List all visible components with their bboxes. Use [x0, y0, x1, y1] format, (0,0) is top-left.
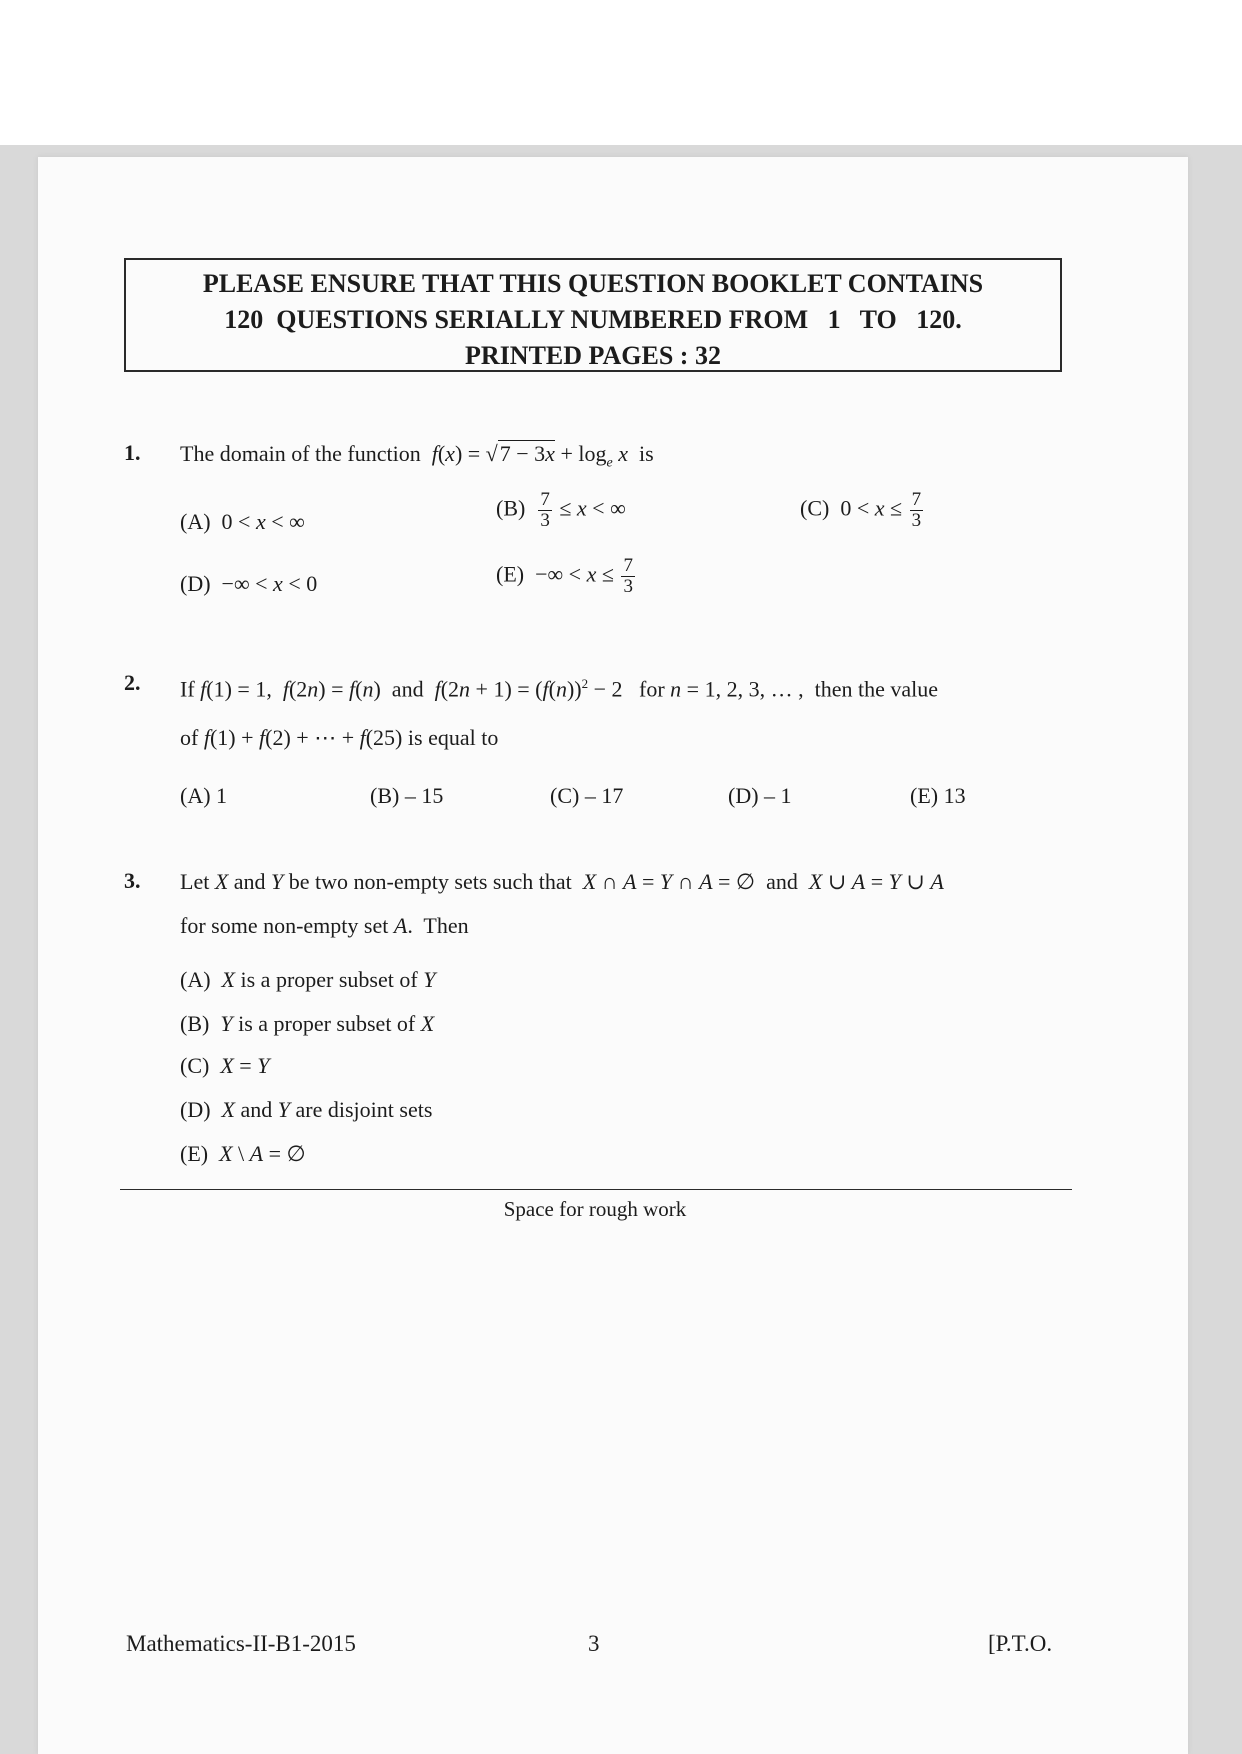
question-2-option-e: (E) 13	[910, 783, 966, 808]
rough-work-label: Space for rough work	[503, 1197, 687, 1221]
question-2-number: 2.	[124, 670, 141, 695]
question-2-option-a: (A) 1	[180, 783, 228, 808]
option-text: and	[240, 1097, 273, 1122]
option-label: (E)	[496, 561, 525, 587]
question-1-option-b: (B) $\frac{7}{3}$ ≤ x < ∞	[496, 489, 626, 531]
option-label: (A)	[180, 967, 211, 992]
question-1-formula: $f(x) = √7 - 3x + \log_e x$	[431, 441, 628, 471]
footer-pto: [P.T.O.	[988, 1631, 1053, 1656]
question-2-line-2-suffix: is equal to	[407, 725, 499, 750]
question-3-option-c: (C) X = Y	[180, 1053, 270, 1078]
question-3-line-2: for some non-empty set A. Then	[180, 913, 469, 938]
question-2-line-2: of f(1) + f(2) + ⋯ + f(25) is equal to	[180, 725, 499, 750]
question-3-option-e: (E) X \ A = ∅	[180, 1141, 306, 1166]
question-2-option-c: (C) – 17	[550, 783, 624, 808]
option-text: is a proper subset of	[238, 1011, 416, 1036]
footer-page-number: 3	[588, 1631, 600, 1656]
notice-line-2: 120 QUESTIONS SERIALLY NUMBERED FROM 1 TO 120.	[224, 305, 962, 334]
option-label: (C)	[180, 1053, 210, 1078]
question-3-then: Then	[423, 913, 469, 938]
question-3-line-1: Let X and Y be two non-empty sets such that X ∩ A = Y ∩ A = ∅ and X ∪ A = Y ∪ A	[180, 869, 944, 894]
question-2-then: then the value	[814, 676, 938, 702]
option-label: (C)	[800, 495, 830, 521]
question-1-option-c: (C) 0 < x ≤ $\frac{7}{3}$	[800, 489, 922, 531]
option-label: (B)	[180, 1011, 210, 1036]
question-2-option-b: (B) – 15	[370, 783, 444, 808]
option-text: is a proper subset of	[240, 967, 418, 992]
question-1-option-d: (D) −∞ < x < 0	[180, 571, 318, 596]
question-3-number: 3.	[124, 868, 141, 893]
question-1-option-e: (E) −∞ < x ≤ $\frac{7}{3}$	[496, 555, 633, 597]
question-2-option-d: (D) – 1	[728, 783, 792, 808]
question-3-option-a: (A) X is a proper subset of Y	[180, 967, 436, 992]
option-label: (A)	[180, 509, 211, 534]
option-label: (D)	[180, 1097, 211, 1122]
rough-work-divider	[120, 1189, 1072, 1190]
fraction-seven-thirds: $\frac{7}{3}$	[540, 489, 550, 531]
option-label: (E)	[180, 1141, 209, 1166]
booklet-notice-box	[124, 258, 1062, 372]
question-2-line-2-prefix: of	[180, 725, 199, 750]
question-1-suffix: is	[638, 441, 654, 466]
notice-line-1: PLEASE ENSURE THAT THIS QUESTION BOOKLET CONTAINS	[202, 269, 984, 298]
question-1-prefix: The domain of the function	[180, 441, 421, 466]
question-1-option-a: (A) 0 < x < ∞	[180, 509, 305, 534]
question-1-text	[180, 440, 654, 477]
page-sheet	[38, 157, 1188, 1754]
question-3-line-2-text: for some non-empty set	[180, 913, 389, 938]
question-3-option-d: (D) X and Y are disjoint sets	[180, 1097, 433, 1122]
question-2-line-1: If f(1) = 1, f(2n) = f(n) and $f(2n + 1) = (f(n))^2 - 2$ for n = 1, 2, 3, … , then the value	[180, 676, 938, 702]
option-text: are disjoint sets	[295, 1097, 433, 1122]
fraction-seven-thirds: $\frac{7}{3}$	[911, 489, 922, 531]
option-label: (B)	[496, 495, 526, 521]
footer-paper-code: Mathematics-II-B1-2015	[126, 1631, 356, 1656]
fraction-seven-thirds: $\frac{7}{3}$	[623, 555, 633, 597]
notice-line-3: PRINTED PAGES : 32	[465, 341, 721, 370]
question-3-option-b: (B) Y is a proper subset of X	[180, 1011, 435, 1036]
option-label: (D)	[180, 571, 211, 596]
question-1-number: 1.	[124, 440, 141, 465]
